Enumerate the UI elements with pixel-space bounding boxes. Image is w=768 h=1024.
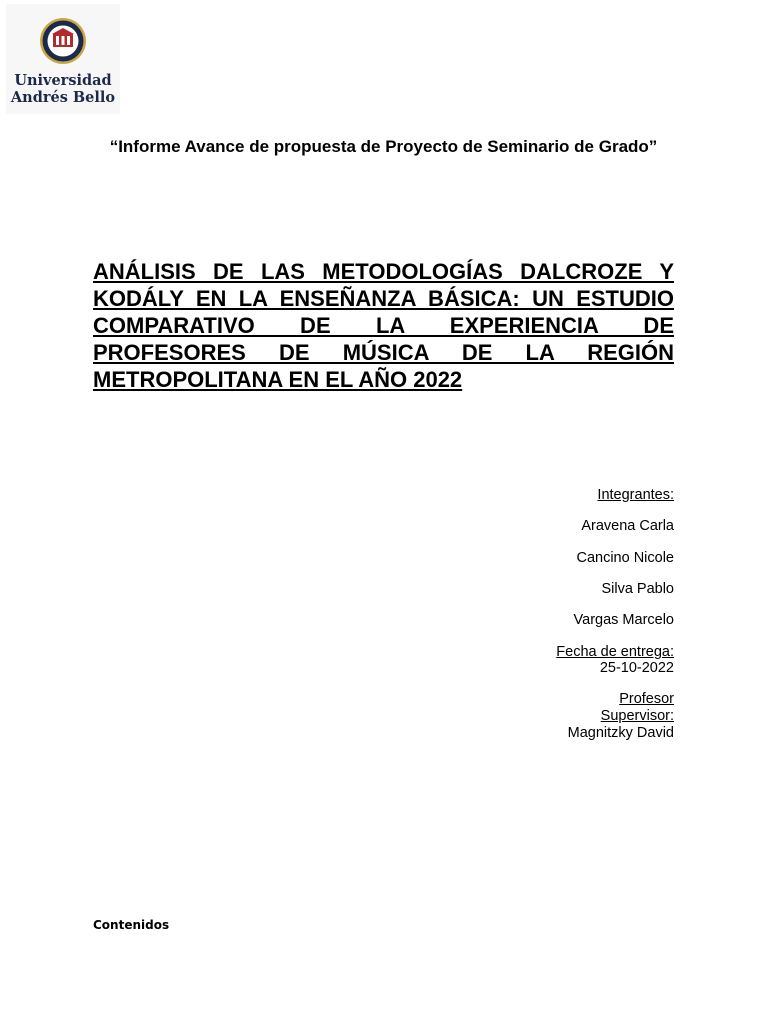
member-name: Vargas Marcelo: [573, 612, 674, 628]
supervisor-name: Magnitzky David: [567, 725, 674, 741]
report-subtitle: “Informe Avance de propuesta de Proyecto de Seminario de Grado”: [109, 137, 658, 156]
member-name: Silva Pablo: [601, 581, 674, 597]
logo-text-line2: Andrés Bello: [10, 89, 116, 106]
university-crest-icon: [38, 16, 88, 66]
members-heading: Integrantes:: [597, 487, 674, 503]
delivery-date-value: 25-10-2022: [599, 660, 674, 676]
supervisor-label-line2: Supervisor:: [600, 708, 674, 724]
supervisor-label-line1: Profesor: [619, 691, 674, 707]
member-name: Aravena Carla: [581, 518, 674, 534]
logo-text-line1: Universidad: [14, 72, 112, 89]
thesis-title: ANÁLISIS DE LAS METODOLOGÍAS DALCROZE Y KODÁLY EN LA ENSEÑANZA BÁSICA: UN ESTUDIO COMPARATIVO DE LA EXPERIENCIA DE PROFESORES DE MÚSICA DE LA REGIÓN METROPOLITANA EN EL AÑO 2022: [93, 259, 674, 392]
university-logo: [6, 4, 120, 114]
delivery-date-label: Fecha de entrega:: [556, 644, 674, 660]
member-name: Cancino Nicole: [576, 550, 674, 566]
contents-heading: Contenidos: [93, 918, 170, 932]
